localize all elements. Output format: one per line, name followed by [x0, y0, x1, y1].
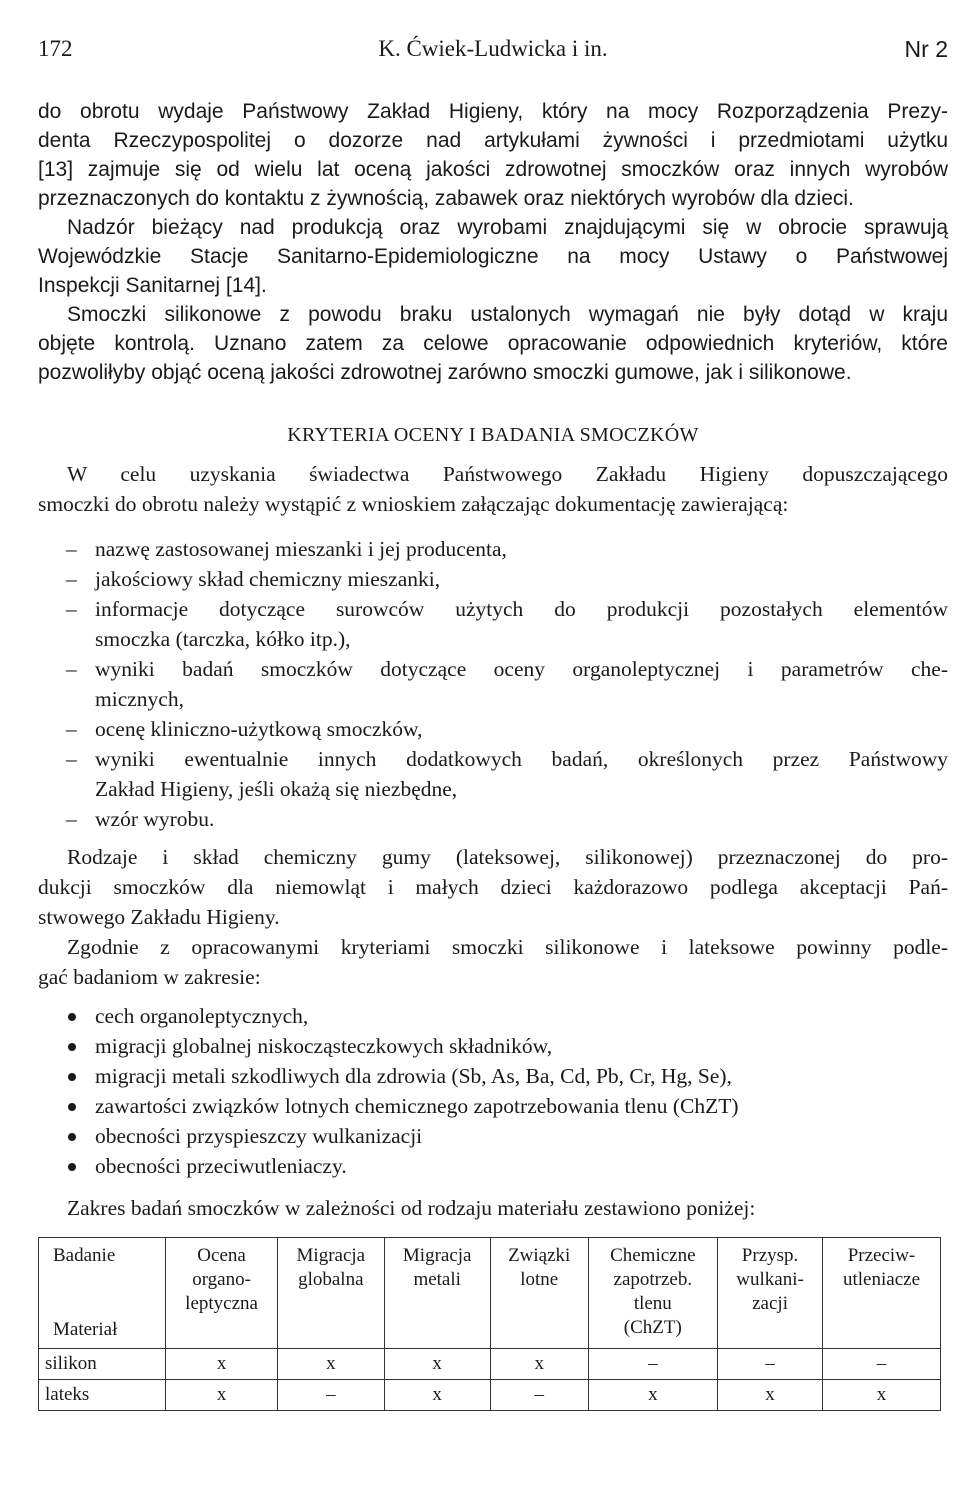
- dash-marker: –: [66, 657, 77, 681]
- column-header-line: Migracja: [402, 1245, 472, 1266]
- column-header-line: wulkani-: [736, 1269, 804, 1290]
- section-heading: KRYTERIA OCENY I BADANIA SMOCZKÓW: [287, 424, 699, 446]
- column-header-line: Przeciw-: [847, 1245, 916, 1266]
- column-header-line: metali: [413, 1269, 461, 1290]
- list-item: [38, 654, 948, 714]
- column-header: [718, 1238, 823, 1349]
- list-item-text: [95, 744, 948, 804]
- corner-label-badanie: Badanie: [53, 1245, 116, 1266]
- rubber-line: dukcji smoczków dla niemowląt i małych dzieci każdorazowo podlega akceptacji Pań-: [38, 875, 948, 899]
- table-cell: x: [166, 1380, 278, 1411]
- certificate-line: smoczki do obrotu należy wystąpić z wnioskiem załączając dokumentację zawierającą:: [38, 492, 789, 516]
- running-head-author: K. Ćwiek-Ludwicka i in.: [378, 36, 608, 61]
- intro-line: przeznaczonych do kontaktu z żywnością, zabawek oraz niektórych wyrobów dla dzieci.: [38, 187, 854, 210]
- list-item-line: ocenę kliniczno-użytkową smoczków,: [95, 717, 423, 741]
- table-cell: x: [166, 1349, 278, 1380]
- table-cell: x: [278, 1349, 384, 1380]
- list-item-text: [95, 654, 948, 714]
- dash-marker: –: [66, 747, 77, 771]
- column-header: [278, 1238, 384, 1349]
- bullet-marker: [68, 1073, 76, 1081]
- list-item-text: [95, 534, 948, 564]
- documentation-list: [38, 534, 948, 834]
- dash-marker: –: [66, 807, 77, 831]
- list-item: [38, 714, 948, 744]
- criteria-line: Zgodnie z opracowanymi kryteriami smoczki silikonowe i lateksowe powinny podle-: [67, 935, 948, 959]
- certificate-line: W celu uzyskania świadectwa Państwowego Zakładu Higieny dopuszczającego: [67, 462, 948, 486]
- list-item-line: micznych,: [95, 687, 184, 711]
- table-cell: –: [278, 1380, 384, 1411]
- intro-line: Smoczki silikonowe z powodu braku ustalonych wymagań nie były dotąd w kraju: [67, 303, 948, 326]
- list-item-text: zawartości związków lotnych chemicznego zapotrzebowania tlenu (ChZT): [95, 1094, 739, 1118]
- table-row: [39, 1380, 941, 1411]
- tests-list: [38, 1001, 948, 1181]
- intro-line: Inspekcji Sanitarnej [14].: [38, 274, 267, 297]
- intro-line: denta Rzeczypospolitej o dozorze nad artykułami żywności i przedmiotami użytku: [38, 129, 948, 152]
- table-cell: x: [588, 1380, 718, 1411]
- column-header-line: Migracja: [296, 1245, 366, 1266]
- list-item: [38, 534, 948, 564]
- dash-marker: –: [66, 537, 77, 561]
- page-header: [38, 36, 948, 66]
- table-cell: x: [384, 1380, 490, 1411]
- list-item-text: migracji globalnej niskocząsteczkowych składników,: [95, 1034, 553, 1058]
- list-item: [38, 1121, 948, 1151]
- column-header-line: tlenu: [633, 1293, 672, 1314]
- column-header: [384, 1238, 490, 1349]
- column-header-line: (ChZT): [623, 1317, 682, 1338]
- column-header-line: leptyczna: [185, 1293, 258, 1314]
- table-cell: x: [490, 1349, 588, 1380]
- certificate-paragraph: [38, 459, 948, 519]
- dash-marker: –: [66, 717, 77, 741]
- list-item-text: obecności przeciwutleniaczy.: [95, 1154, 347, 1178]
- intro-line: objęte kontrolą. Uznano zatem za celowe opracowanie odpowiednich kryteriów, które: [38, 332, 948, 355]
- table-cell: x: [718, 1380, 823, 1411]
- list-item: [38, 1031, 948, 1061]
- column-header: [490, 1238, 588, 1349]
- list-item-text: [95, 564, 948, 594]
- table-corner-cell: [39, 1238, 166, 1349]
- rubber-line: stwowego Zakładu Higieny.: [38, 905, 280, 929]
- list-item-line: jakościowy skład chemiczny mieszanki,: [95, 567, 441, 591]
- list-item-line: wyniki ewentualnie innych dodatkowych badań, określonych przez Państwowy: [95, 747, 948, 771]
- table-cell: –: [718, 1349, 823, 1380]
- list-item-text: cech organoleptycznych,: [95, 1004, 309, 1028]
- column-header-line: Przysp.: [741, 1245, 799, 1266]
- column-header-line: globalna: [298, 1269, 364, 1290]
- intro-line: do obrotu wydaje Państwowy Zakład Higieny, który na mocy Rozporządzenia Prezy-: [38, 100, 948, 123]
- intro-line: Wojewódzkie Stacje Sanitarno-Epidemiologiczne na mocy Ustawy o Państwowej: [38, 245, 948, 268]
- bullet-marker: [68, 1163, 76, 1171]
- column-header-line: Chemiczne: [610, 1245, 696, 1266]
- list-item: [38, 804, 948, 834]
- table-cell: x: [384, 1349, 490, 1380]
- intro-line: pozwoliłyby objąć oceną jakości zdrowotnej zarówno smoczki gumowe, jak i silikonowe.: [38, 361, 852, 384]
- material-cell: silikon: [39, 1349, 166, 1380]
- intro-line: [13] zajmuje się od wielu lat oceną jakości zdrowotnej smoczków oraz innych wyrobów: [38, 158, 948, 181]
- criteria-paragraph: [38, 932, 948, 992]
- bullet-marker: [68, 1013, 76, 1021]
- list-item-line: informacje dotyczące surowców użytych do produkcji pozostałych elementów: [95, 597, 948, 621]
- table-row: [39, 1349, 941, 1380]
- list-item: [38, 1061, 948, 1091]
- list-item-line: smoczka (tarczka, kółko itp.),: [95, 627, 351, 651]
- column-header: [823, 1238, 941, 1349]
- intro-paragraphs: [38, 97, 948, 387]
- table-cell: –: [823, 1349, 941, 1380]
- list-item: [38, 744, 948, 804]
- list-item-line: wzór wyrobu.: [95, 807, 215, 831]
- dash-marker: –: [66, 567, 77, 591]
- list-item: [38, 1091, 948, 1121]
- corner-label-material: Materiał: [53, 1319, 118, 1340]
- bullet-marker: [68, 1133, 76, 1141]
- dash-marker: –: [66, 597, 77, 621]
- list-item-text: [95, 714, 948, 744]
- bullet-marker: [68, 1103, 76, 1111]
- column-header-line: zacji: [752, 1293, 788, 1314]
- list-item-text: [95, 804, 948, 834]
- list-item-line: Zakład Higieny, jeśli okażą się niezbędne,: [95, 777, 458, 801]
- table-cell: x: [823, 1380, 941, 1411]
- intro-line: Nadzór bieżący nad produkcją oraz wyrobami znajdującymi się w obrocie sprawują: [67, 216, 948, 239]
- list-item-line: nazwę zastosowanej mieszanki i jej producenta,: [95, 537, 507, 561]
- bullet-marker: [68, 1043, 76, 1051]
- list-item: [38, 594, 948, 654]
- list-item-text: [95, 594, 948, 654]
- column-header-line: Ocena: [197, 1245, 246, 1266]
- page-number: 172: [38, 36, 73, 61]
- column-header-line: lotne: [520, 1269, 559, 1290]
- column-header-line: organo-: [192, 1269, 251, 1290]
- list-item: [38, 564, 948, 594]
- list-item-line: wyniki badań smoczków dotyczące oceny organoleptycznej i parametrów che-: [95, 657, 948, 681]
- table-header-row: [39, 1238, 941, 1349]
- column-header: [166, 1238, 278, 1349]
- list-item-text: migracji metali szkodliwych dla zdrowia (Sb, As, Ba, Cd, Pb, Cr, Hg, Se),: [95, 1064, 732, 1088]
- material-cell: lateks: [39, 1380, 166, 1411]
- tests-table: [38, 1237, 941, 1411]
- rubber-line: Rodzaje i skład chemiczny gumy (lateksowej, silikonowej) przeznaczonej do pro-: [67, 845, 948, 869]
- list-item: [38, 1001, 948, 1031]
- table-intro: Zakres badań smoczków w zależności od rodzaju materiału zestawiono poniżej:: [67, 1196, 756, 1220]
- table-cell: –: [588, 1349, 718, 1380]
- table-cell: –: [490, 1380, 588, 1411]
- issue-number: Nr 2: [904, 36, 948, 62]
- list-item-text: obecności przyspieszczy wulkanizacji: [95, 1124, 423, 1148]
- column-header-line: utleniacze: [843, 1269, 921, 1290]
- criteria-line: gać badaniom w zakresie:: [38, 965, 261, 989]
- rubber-paragraph: [38, 842, 948, 932]
- column-header-line: Związki: [508, 1245, 571, 1266]
- list-item: [38, 1151, 948, 1181]
- column-header-line: zapotrzeb.: [613, 1269, 693, 1290]
- column-header: [588, 1238, 718, 1349]
